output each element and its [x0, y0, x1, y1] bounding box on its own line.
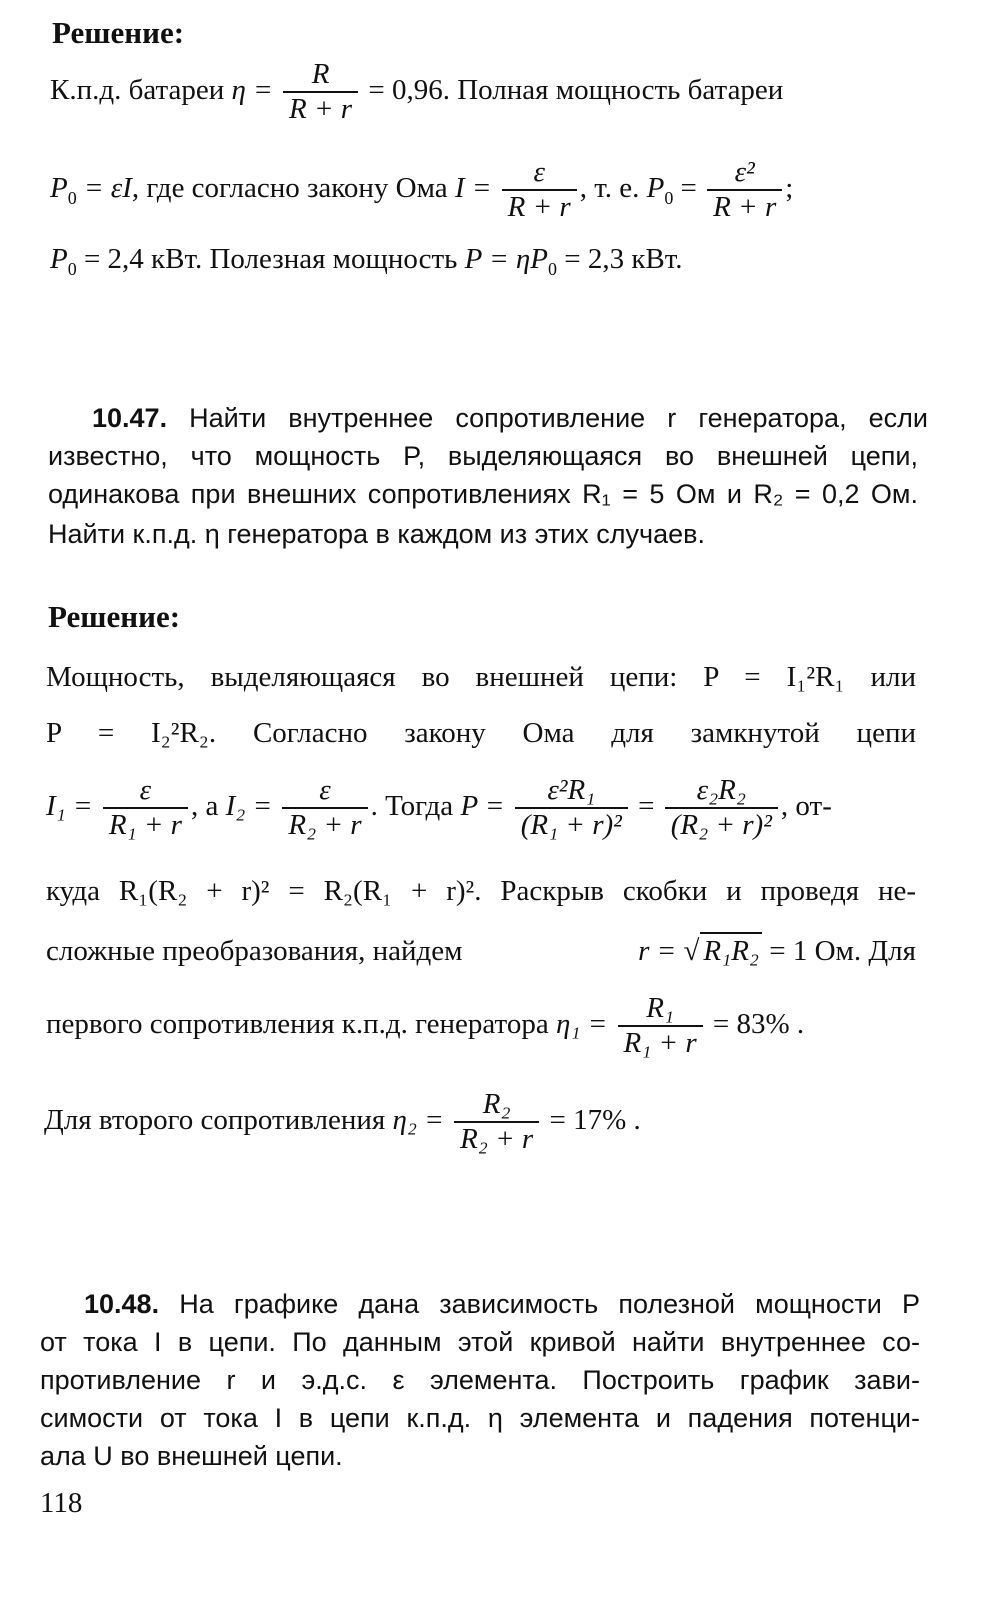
fraction-numerator: ε²R₁ — [515, 774, 628, 809]
fraction-denominator: R₁ + r — [108, 809, 182, 842]
sol1-text: = 2,4 кВт. Полезная мощность — [83, 243, 458, 275]
subscript: 0 — [664, 187, 674, 208]
symbol-p: P — [50, 172, 68, 204]
problem-number: 10.47. — [92, 403, 168, 433]
fraction-numerator: R₂ — [454, 1088, 539, 1123]
fraction-denominator: (R₁ + r)² — [520, 809, 622, 842]
sol1-line-1 — [50, 58, 783, 127]
fraction-denominator: R + r — [507, 191, 571, 224]
solution-heading-2: Решение: — [48, 599, 181, 634]
subscript: 0 — [548, 258, 557, 279]
fraction-numerator: ε — [282, 774, 367, 809]
sol2-line-7 — [44, 1088, 641, 1157]
page-number: 118 — [40, 1487, 83, 1519]
sqrt-argument: R₁R₂ — [700, 932, 762, 969]
current-eq: I = — [454, 172, 492, 204]
current-2-eq: I₂ = — [225, 790, 273, 822]
eta-1-result: = 83% . — [712, 1008, 805, 1040]
sol2-text: , от- — [780, 790, 832, 822]
current-1-eq: I₁ = — [46, 790, 93, 822]
problem-text: Найти внутреннее сопротивление r генератора, если — [189, 403, 928, 433]
fraction-denominator: (R₂ + r)² — [670, 809, 772, 842]
problem-1047-line-1 — [48, 402, 928, 434]
eta-1-fraction — [618, 992, 703, 1061]
problem-1047-line-3: одинакова при внешних сопротивлениях R₁ = 5 Ом и R₂ = 0,2 Ом. — [48, 479, 918, 509]
sol1-text: К.п.д. батареи — [50, 74, 225, 106]
current-fraction — [502, 156, 577, 225]
fraction-numerator: ε² — [707, 156, 782, 191]
symbol-p: P — [646, 172, 665, 204]
sol1-tail: . Полная мощность батареи — [442, 74, 784, 106]
fraction-numerator: ε₂R₂ — [665, 774, 778, 809]
symbol-p: P — [50, 243, 68, 275]
fraction-numerator: R₁ — [618, 992, 703, 1027]
sqrt-sign: √ — [683, 935, 700, 967]
sol2-text: . Тогда — [370, 790, 454, 822]
sol2-line-4: куда R₁(R₂ + r)² = R₂(R₁ + r)². Раскрыв скобки и проведя не- — [46, 875, 916, 907]
useful-power-result: = 2,3 кВт. — [564, 243, 683, 275]
subscript: 0 — [67, 187, 77, 208]
problem-1048-line-3: противление r и э.д.с. ε элемента. Построить график зави- — [40, 1365, 920, 1395]
eta-2-result: = 17% . — [549, 1104, 641, 1136]
fraction-denominator: R + r — [713, 191, 777, 224]
sol2-text: , а — [190, 790, 219, 822]
fraction-denominator: R₁ + r — [623, 1027, 697, 1060]
useful-power-formula: P = ηP — [464, 243, 548, 275]
fraction-denominator: R + r — [289, 93, 353, 126]
solution-heading-1: Решение: — [52, 15, 185, 50]
problem-1047-line-2: известно, что мощность P, выделяющаяся во внешней цепи, — [48, 441, 918, 471]
sol1-text: , где согласно закону Ома — [131, 172, 448, 204]
fraction-numerator: R — [283, 58, 358, 93]
power-fraction — [707, 156, 782, 225]
sol2-line-1: Мощность, выделяющаяся во внешней цепи: P = I₁²R₁ или — [46, 661, 916, 693]
efficiency-value: = 0,96 — [368, 74, 443, 106]
problem-1047-line-4: Найти к.п.д. η генератора в каждом из этих случаев. — [48, 519, 705, 549]
current-2-fraction — [282, 774, 367, 843]
fraction-denominator: R₂ + r — [288, 809, 362, 842]
equals-sign: = — [638, 790, 655, 822]
equals-sign: = — [680, 172, 697, 204]
eta-2-eq: η₂ = — [392, 1104, 444, 1136]
current-1-fraction — [103, 774, 188, 843]
eta-1-eq: η₁ = — [555, 1008, 608, 1040]
power-eq: P = — [460, 790, 505, 822]
sol2-text: сложные преобразования, найдем — [46, 935, 463, 967]
semicolon: ; — [785, 172, 794, 204]
formula-part: = εI — [83, 172, 132, 204]
sol1-line-2 — [50, 156, 793, 225]
fraction-denominator: R₂ + r — [460, 1123, 534, 1156]
fraction-numerator: ε — [103, 774, 188, 809]
sol2-line-2: P = I₂²R₂. Согласно закону Ома для замкнутой цепи — [46, 717, 916, 749]
sol2-line-5 — [46, 932, 916, 969]
sol1-line-3 — [50, 242, 683, 280]
sol2-text: первого сопротивления к.п.д. генератора — [46, 1008, 549, 1040]
eta-eq: η = — [231, 74, 273, 106]
power-fraction-2 — [665, 774, 778, 843]
fraction-numerator: ε — [502, 156, 577, 191]
problem-1048-line-1 — [40, 1288, 920, 1320]
sol2-text: Для второго сопротивления — [44, 1104, 386, 1136]
power-fraction-1 — [515, 774, 628, 843]
sol1-text: , т. е. — [579, 172, 640, 204]
problem-1048-line-2: от тока I в цепи. По данным этой кривой найти внутреннее со- — [40, 1327, 920, 1357]
sol2-line-3 — [46, 774, 832, 843]
resistance-eq: r = — [638, 935, 677, 967]
eta-2-fraction — [454, 1088, 539, 1157]
sol2-line-6 — [46, 992, 804, 1061]
problem-1048-line-5: ала U во внешней цепи. — [40, 1441, 343, 1471]
subscript: 0 — [67, 258, 77, 279]
problem-number: 10.48. — [84, 1289, 160, 1319]
efficiency-fraction — [283, 58, 358, 127]
problem-text: На графике дана зависимость полезной мощности P — [179, 1289, 920, 1319]
problem-1048-line-4: симости от тока I в цепи к.п.д. η элемента и падения потенци- — [40, 1403, 920, 1433]
sol2-text: = 1 Ом. Для — [769, 935, 916, 967]
